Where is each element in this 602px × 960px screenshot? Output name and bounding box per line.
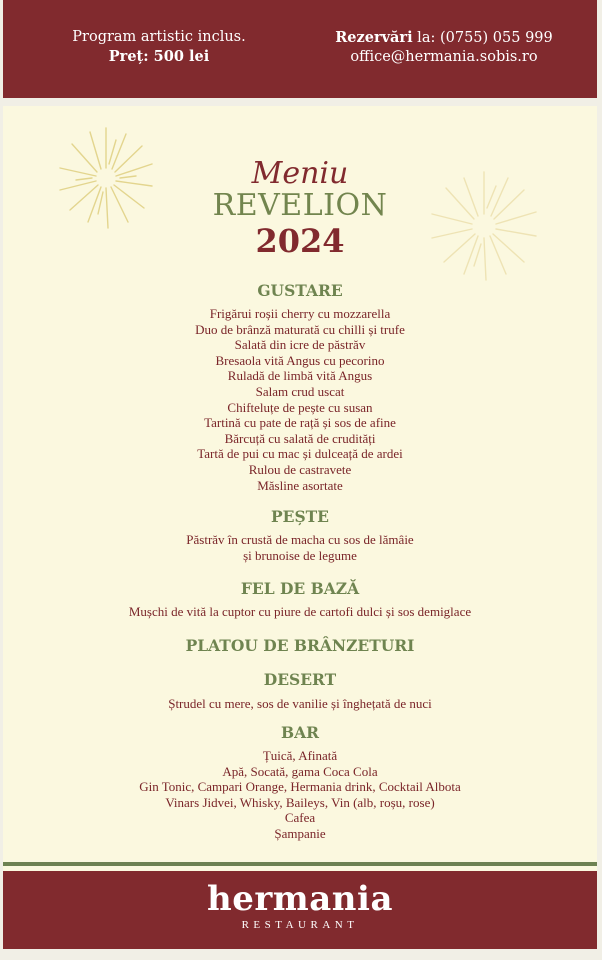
desert-list bbox=[3, 696, 597, 712]
list-item: Gin Tonic, Campari Orange, Hermania drink, Cocktail Albota bbox=[139, 779, 461, 795]
list-item: Salată din icre de păstrăv bbox=[234, 337, 366, 353]
list-item: Ruladă de limbă vită Angus bbox=[227, 368, 373, 384]
title-year: 2024 bbox=[255, 222, 345, 260]
section-heading-desert: DESERT bbox=[263, 670, 337, 689]
list-item: Țuică, Afinată bbox=[262, 748, 338, 763]
list-item: Apă, Socată, gama Coca Cola bbox=[222, 763, 378, 779]
section-heading-bar: BAR bbox=[280, 723, 319, 742]
list-item: Frigărui roșii cherry cu mozzarella bbox=[209, 306, 391, 321]
list-item: Cafea bbox=[284, 810, 316, 826]
list-item: Tartă de pui cu mac și dulceață de ardei bbox=[197, 446, 403, 462]
header-program-info bbox=[3, 28, 315, 66]
footer-band bbox=[3, 871, 597, 949]
list-item: Vinars Jidvei, Whisky, Baileys, Vin (alb, roșu, rose) bbox=[165, 794, 435, 810]
program-text: Program artistic inclus. bbox=[72, 29, 246, 45]
reservation-line bbox=[288, 28, 600, 48]
list-item: Salam crud uscat bbox=[255, 383, 345, 399]
list-item: Măsline asortate bbox=[257, 477, 343, 493]
price-text: Preț: 500 lei bbox=[108, 48, 210, 65]
list-item: Șampanie bbox=[274, 825, 326, 841]
gustare-list bbox=[3, 306, 597, 493]
list-item: Duo de brânză maturată cu chilli și trufe bbox=[195, 321, 405, 337]
section-heading-platou: PLATOU DE BRÂNZETURI bbox=[185, 636, 415, 655]
list-item: Rulou de castravete bbox=[248, 461, 352, 477]
restaurant-logo: hermania bbox=[207, 879, 393, 919]
section-heading-gustare: GUSTARE bbox=[257, 281, 343, 300]
list-item: Bărcuță cu salată de crudități bbox=[224, 430, 376, 446]
header-band bbox=[3, 0, 597, 98]
bar-list bbox=[3, 748, 597, 842]
peste-list bbox=[3, 532, 597, 563]
title-meniu: Meniu bbox=[251, 156, 349, 191]
list-item: Tartină cu pate de rață și sos de afine bbox=[204, 415, 396, 431]
reservation-phone[interactable]: la: (0755) 055 999 bbox=[412, 30, 553, 46]
fel-de-baza-list bbox=[3, 604, 597, 620]
title-revelion: REVELION bbox=[212, 188, 388, 223]
list-item: Ștrudel cu mere, sos de vanilie și înghețată de nuci bbox=[168, 696, 432, 711]
list-item: Bresaola vită Angus cu pecorino bbox=[215, 352, 385, 368]
restaurant-subtitle: RESTAURANT bbox=[241, 919, 359, 931]
list-item: Păstrăv în crustă de macha cu sos de lămâie bbox=[186, 532, 414, 547]
section-heading-fel-de-baza: FEL DE BAZĂ bbox=[240, 579, 360, 598]
list-item: Mușchi de vită la cuptor cu piure de cartofi dulci și sos demiglace bbox=[128, 604, 472, 619]
list-item: și brunoise de legume bbox=[243, 547, 357, 563]
section-heading-peste: PEȘTE bbox=[270, 507, 329, 526]
reservation-label: Rezervări bbox=[335, 29, 413, 46]
list-item: Chifteluțe de pește cu susan bbox=[227, 399, 373, 415]
contact-email[interactable]: office@hermania.sobis.ro bbox=[350, 49, 538, 65]
header-contact-info bbox=[288, 28, 600, 67]
